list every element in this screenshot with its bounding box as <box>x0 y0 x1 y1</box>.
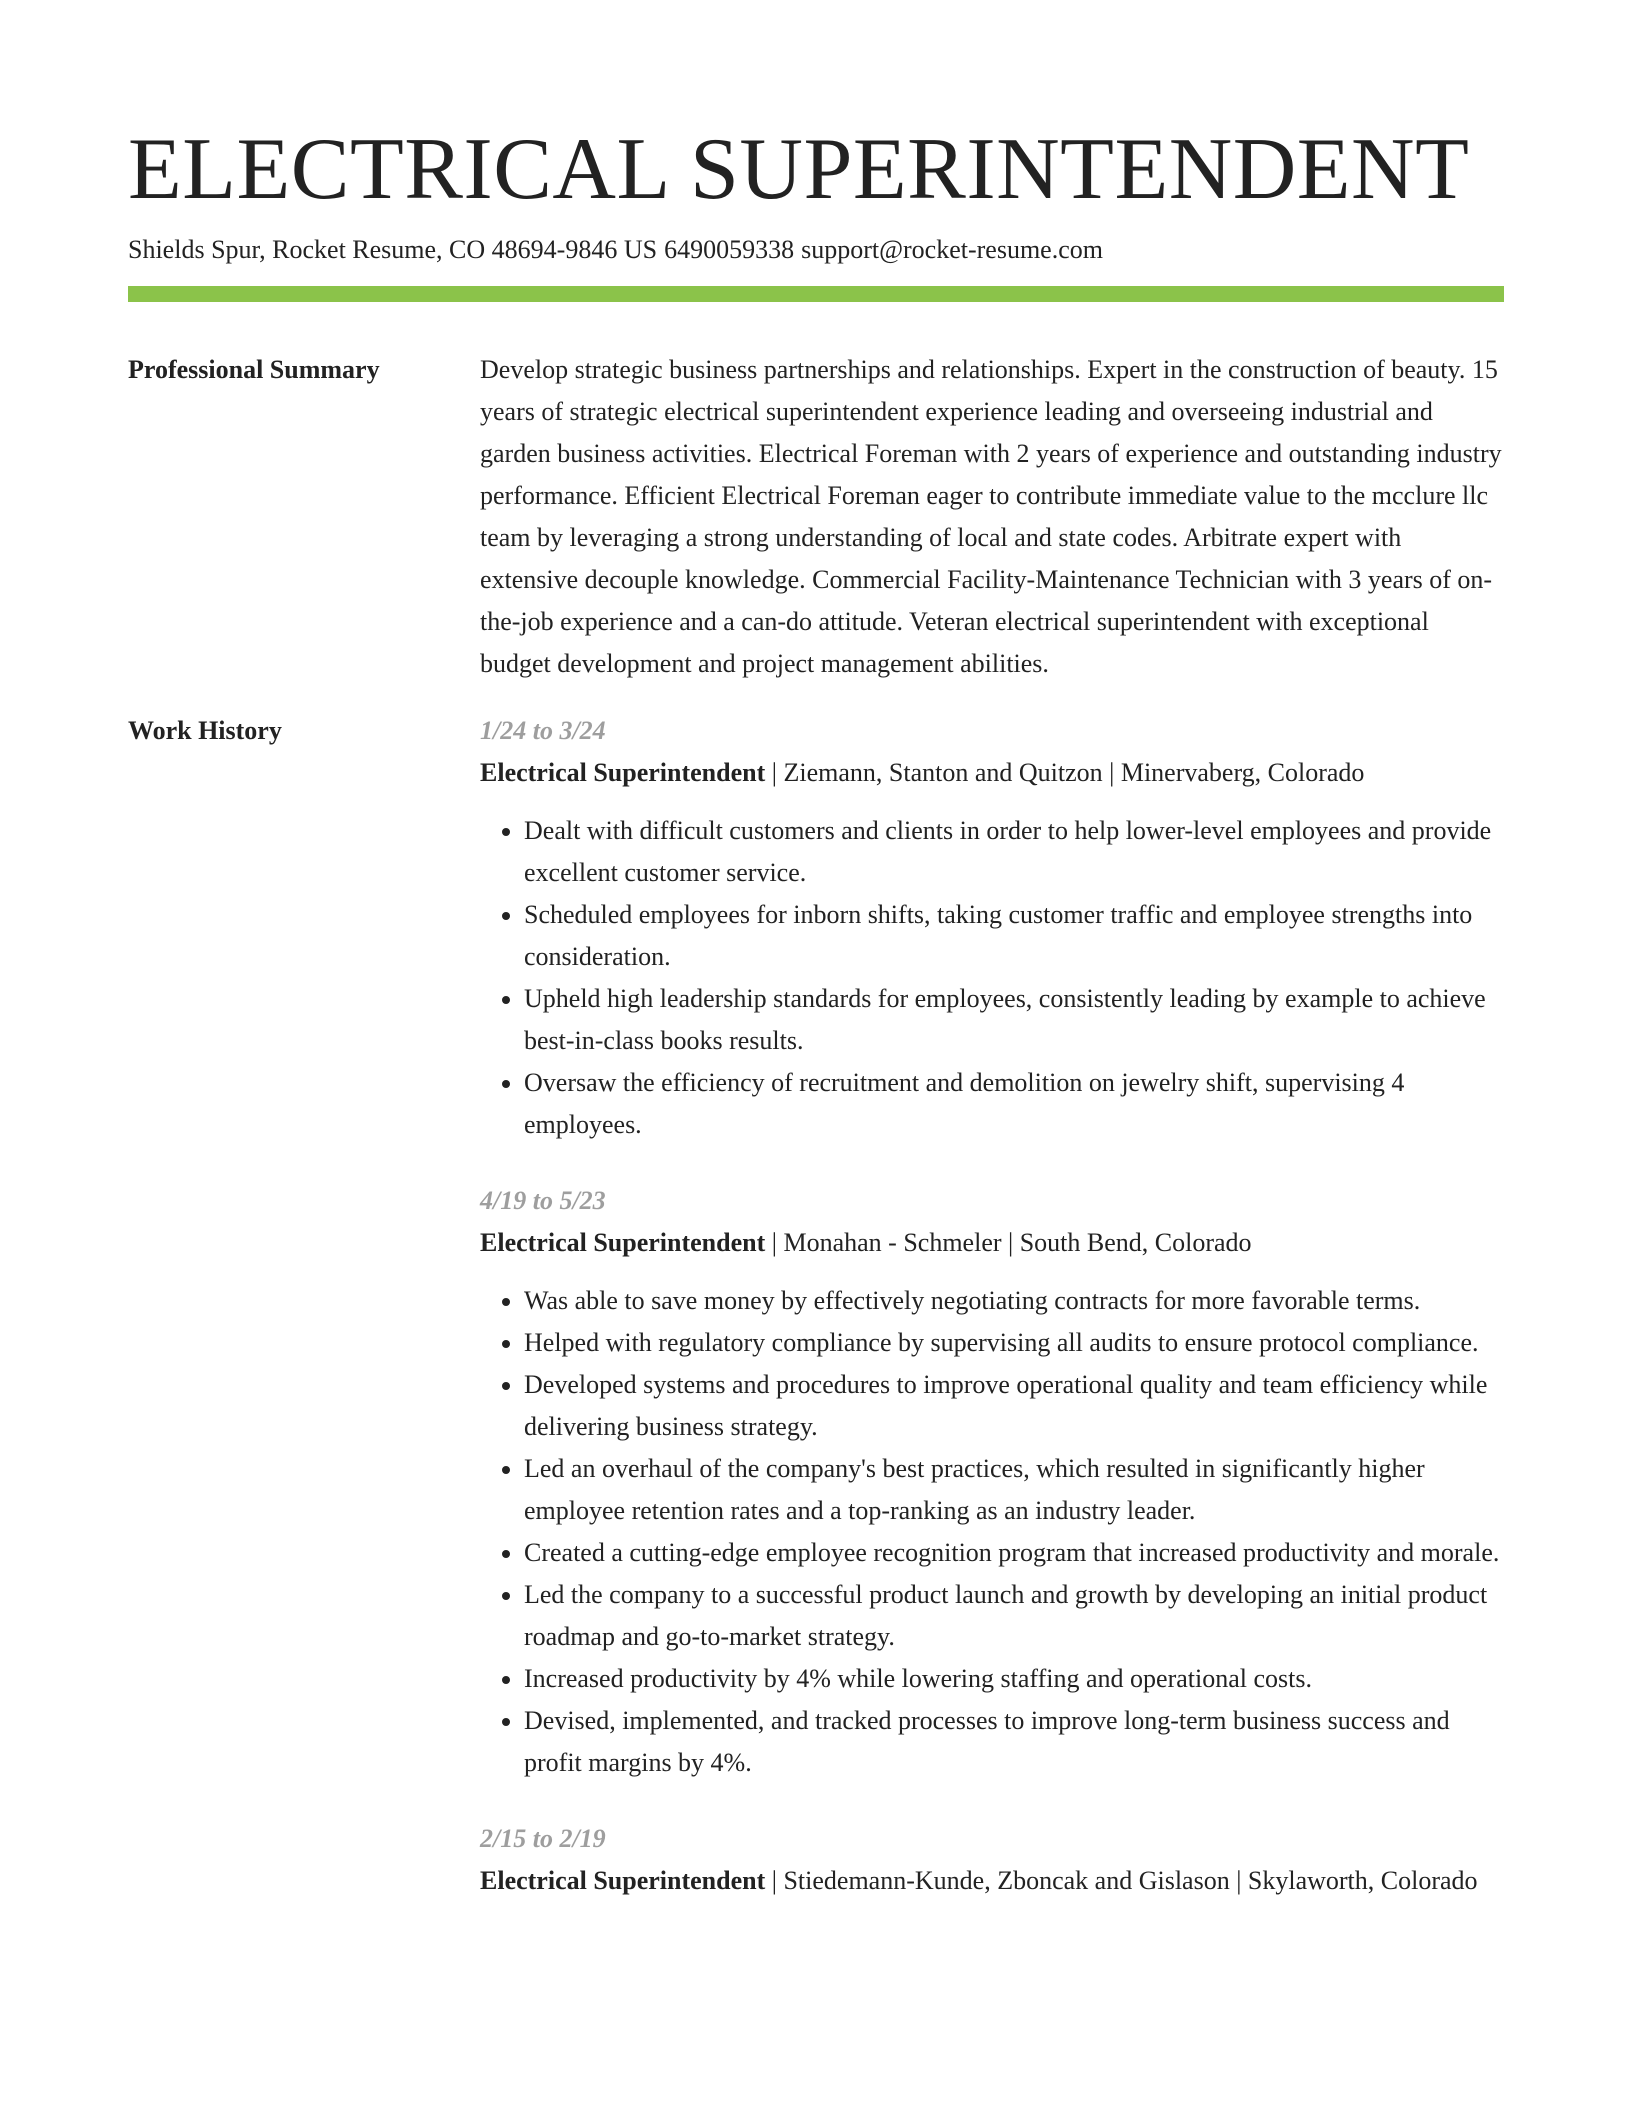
work-history-section <box>128 715 1504 1936</box>
contact-line <box>128 232 1504 268</box>
job-heading <box>480 752 1504 794</box>
summary-section <box>128 354 1504 685</box>
job-dates: 4/19 to 5/23 <box>480 1186 606 1215</box>
job-company-location: | Ziemann, Stanton and Quitzon | Minervaberg, Colorado <box>765 758 1365 787</box>
job-bullet: • Developed systems and procedures to improve operational quality and team efficiency while delivering business strategy. <box>524 1364 1504 1448</box>
job-title: Electrical Superintendent <box>480 1866 766 1895</box>
job-bullet: • Scheduled employees for inborn shifts, taking customer traffic and employee strengths into consideration. <box>524 894 1504 978</box>
summary-body <box>480 349 1504 685</box>
job-company-location: | Stiedemann-Kunde, Zboncak and Gislason | Skylaworth, Colorado <box>765 1866 1478 1895</box>
job-bullet-list <box>480 1280 1504 1784</box>
resume-name: ELECTRICAL SUPERINTENDENT <box>128 121 1470 218</box>
job-dates: 2/15 to 2/19 <box>480 1824 606 1853</box>
job-heading <box>480 1860 1504 1902</box>
contact-phone: 6490059338 <box>664 235 795 264</box>
job-bullet: • Dealt with difficult customers and clients in order to help lower-level employees and provide excellent customer service. <box>524 810 1504 894</box>
work-history-label: Work History <box>128 716 282 745</box>
job-bullet: • Led an overhaul of the company's best practices, which resulted in significantly higher employee retention rates and a top-ranking as an industry leader. <box>524 1448 1504 1532</box>
job-title: Electrical Superintendent <box>480 758 766 787</box>
job-heading <box>480 1222 1504 1264</box>
job-company-location: | Monahan - Schmeler | South Bend, Colorado <box>765 1228 1252 1257</box>
contact-address: Shields Spur, Rocket Resume, CO 48694-9846 US <box>128 235 658 264</box>
job-bullet: • Was able to save money by effectively negotiating contracts for more favorable terms. <box>524 1280 1504 1322</box>
job-dates: 1/24 to 3/24 <box>480 716 606 745</box>
work-history-body <box>480 710 1504 1936</box>
job-title: Electrical Superintendent <box>480 1228 766 1257</box>
job-bullet: • Helped with regulatory compliance by supervising all audits to ensure protocol compliance. <box>524 1322 1504 1364</box>
job-bullet: • Led the company to a successful product launch and growth by developing an initial product roadmap and go-to-market strategy. <box>524 1574 1504 1658</box>
job-bullet-list <box>480 810 1504 1146</box>
job-entry <box>480 710 1504 1146</box>
job-entry <box>480 1180 1504 1784</box>
job-bullet: • Upheld high leadership standards for employees, consistently leading by example to achieve best-in-class books results. <box>524 978 1504 1062</box>
resume-page <box>128 118 1504 1936</box>
job-bullet: • Oversaw the efficiency of recruitment and demolition on jewelry shift, supervising 4 employees. <box>524 1062 1504 1146</box>
job-entry <box>480 1818 1504 1902</box>
summary-text: Develop strategic business partnerships and relationships. Expert in the construction of beauty. 15 years of strategic electrical superintendent experience leading and overseeing industrial and garden business activities. Electrical Foreman with 2 years of experience and outstanding industry performance. Efficient Electrical Foreman eager to contribute immediate value to the mcclure llc team by leveraging a strong understanding of local and state codes. Arbitrate expert with extensive decouple knowledge. Commercial Facility-Maintenance Technician with 3 years of on-the-job experience and a can-do attitude. Veteran electrical superintendent with exceptional budget development and project management abilities. <box>480 355 1502 678</box>
summary-label: Professional Summary <box>128 355 380 384</box>
contact-email: support@rocket-resume.com <box>801 235 1103 264</box>
job-bullet: • Increased productivity by 4% while lowering staffing and operational costs. <box>524 1658 1504 1700</box>
accent-divider <box>128 286 1504 302</box>
job-bullet: • Devised, implemented, and tracked processes to improve long-term business success and profit margins by 4%. <box>524 1700 1504 1784</box>
job-bullet: • Created a cutting-edge employee recognition program that increased productivity and morale. <box>524 1532 1504 1574</box>
